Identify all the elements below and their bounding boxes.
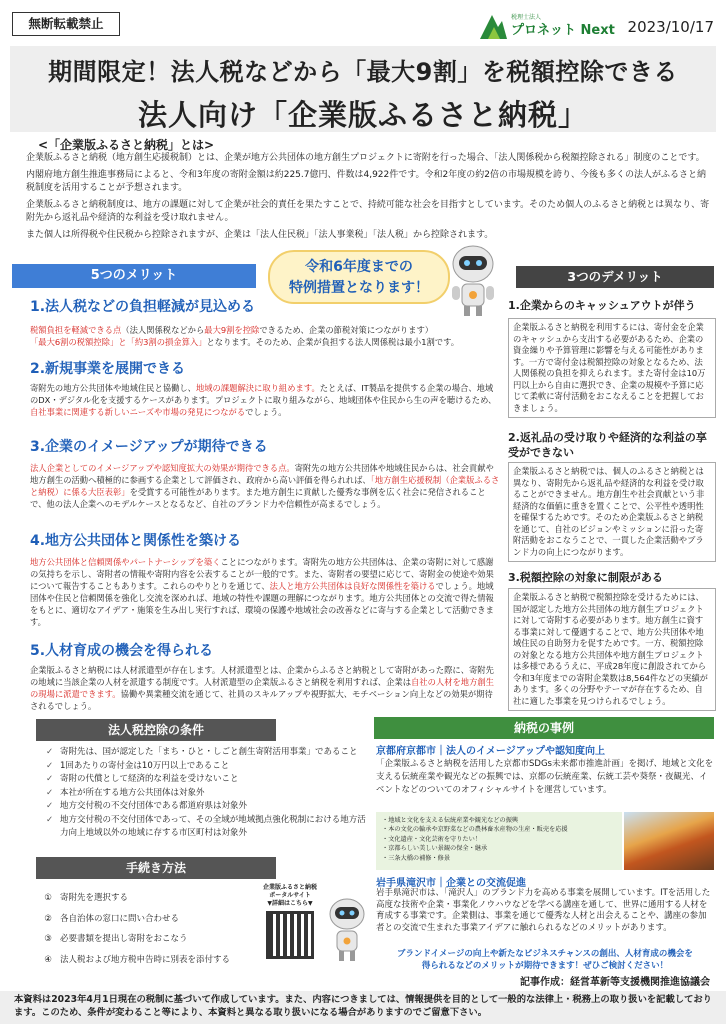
list-item — [36, 909, 266, 930]
step-text: 寄附先を選択する — [60, 893, 129, 903]
footer-disclaimer: 本資料は2023年4月1日現在の税制に基づいて作成しています。また、内容につきましては、情報提供を目的として一般的な法律上・税務上の取り扱いを記載しております。このため、条件が変わること等により、本資料と異なる取り扱いになる場合がありますのでご留意下さい。 — [0, 991, 726, 1024]
no-reprint-stamp: 無断転載禁止 — [12, 12, 120, 36]
case-1-items — [376, 812, 622, 870]
list-item: ・本の文化の輪承や京野菜などの農林畜水産物の生産・販売を応援 — [382, 826, 568, 834]
author-credit: 記事作成：経営革新等支援機関推進協議会 — [520, 977, 710, 988]
text-run: でしょう。地域団体や住民と信頼関係を強化し交流を深めれば、地域の特性や課題の理解につながります。地方公共団体との交流で得た情報をもとに、適切なアイデア・施策を生み出し実行すれば、環境の保護や地域社会の改善などに寄与する企業として活動できます。 — [30, 581, 494, 627]
conditions-list — [46, 746, 368, 841]
intro-paragraph: 企業版ふるさと納税制度は、地方の課題に対して企業が社会的責任を果たすことで、持続可能な社会を目指すとしています。そのため個人のふるさと納税とは異なり、寄附先から返礼品や経済的な利益を受け取れません。 — [26, 200, 710, 223]
text-highlight: 自社事業に関連する新しいニーズや市場の発見につながる — [30, 407, 246, 417]
text-highlight: 自社の人材を地方創生の現場に派遣できます。 — [30, 677, 494, 699]
demerit-2-heading: 2.返礼品の受け取りや経済的な利益の享受ができない — [508, 431, 707, 459]
qr-label: ▼詳細はこちら▼ — [267, 900, 313, 907]
text-run: 寄附先の地方公共団体や地域住民と協働し、 — [30, 383, 196, 393]
closing-line-2: 得られるなどのメリットが期待できます！ぜひご検討ください！ — [421, 961, 669, 971]
list-item: ✓ 寄附の代償として経済的な利益を受けないこと — [46, 773, 368, 787]
document-date: 2023/10/17 — [627, 18, 714, 36]
merit-2-heading: 2.新規事業を展開できる — [30, 361, 186, 377]
intro-section — [26, 152, 710, 246]
demerit-2-text: 企業版ふるさと納税では、個人のふるさと納税とは異なり、寄附先から返礼品や経済的な利益を受け取ることができません。地方創生や社会貢献という非経済的な価値に重きを置くことで、公平性や透明性を確保するためです。そのため企業版ふるさと納税を通じて、自社のビジョンやミッションに沿った寄附活動をおこなうことで、一貫した企業活動やブランド力の向上につながります。 — [508, 462, 716, 562]
step-number: ③ — [44, 934, 52, 944]
intro-paragraph: また個人は所得税や住民税から控除されますが、企業は「法人住民税」「法人事業税」「法人税」から控除されます。 — [26, 230, 494, 240]
robot-mascot-icon — [444, 242, 502, 320]
conditions-heading: 法人税控除の条件 — [36, 719, 276, 741]
special-measure-bubble — [268, 250, 450, 304]
text-run: を受賞する可能性があります。また地方創生に貢献した優秀な事例を広く社会に発信されることで、他の法人企業へのモデルケースとなるなど、自社のブランド力や信頼性が高まるでしょう。 — [30, 487, 486, 509]
text-highlight: 最大9割を控除 — [204, 325, 260, 335]
list-item: ✓ 本社が所在する地方公共団体は対象外 — [46, 787, 368, 801]
logo-name: プロネット Next — [511, 23, 615, 38]
procedure-list — [36, 888, 266, 970]
list-item: ・文化遺産・文化芸術を守りたい！ — [382, 835, 481, 843]
title-line-1: 期間限定！法人税などから「最大9割」を税額控除できる — [48, 58, 678, 86]
closing-line-1: ブランドイメージの向上や新たなビジネスチャンスの創出、人材育成の機会を — [397, 949, 693, 959]
case-item-text: 本の文化の輪承や京野菜などの農林畜水産物の生産・販売を応援 — [388, 826, 568, 834]
list-item: ✓ 寄附先は、国が認定した「まち・ひと・しごと創生寄附活用事業」であること — [46, 746, 368, 760]
mountain-logo-icon — [478, 11, 508, 41]
step-text: 必要書類を提出し寄附をおこなう — [60, 934, 188, 944]
demerit-1-text: 企業版ふるさと納税を利用するには、寄付金を企業のキャッシュから支出する必要があるため、企業の資金繰りや予算管理に影響を与える可能性があります。一方で寄付金は税額控除の対象となるため、法人関係税の負担を抑えられます。また寄付金は10万円以上から自由に選択でき、企業の規模や予算に応じて柔軟に寄付活動をおこなえることを把握しておきましょう。 — [508, 318, 716, 418]
procedure-heading: 手続き方法 — [36, 857, 276, 879]
merit-4-text — [30, 556, 500, 628]
text-run: ことにつながります。寄附先の地方公共団体は、企業の寄附に対して感謝の気持ちを示し、寄附者の情報や寄附内容を公表することが一般的です。また、寄附者の要望に応じて、寄附金の使途や効果について報告することもあります。これらのやりとりを通じて、 — [30, 557, 494, 591]
list-item: ・地域と文化を支える伝統産業や観光などの振興 — [382, 817, 519, 824]
list-item: ・三条大橋の補修・修景 — [382, 854, 451, 862]
qr-code-icon[interactable] — [266, 911, 314, 959]
cases-heading: 納税の事例 — [374, 717, 714, 739]
text-run: たとえば、IT製品を提供する企業の場合、地域のDX・デジタル化を支援するケースがあります。プロジェクトに取り組みながら、地域団体や住民から生の声を聴けるため、 — [30, 383, 497, 405]
case-1-text: 「企業版ふるさと納税を活用した京都市SDGs未来都市推進計画」を掲げ、地域と文化を支える伝統産業や観光などの振興では、京都の伝統産業、伝統工芸や葵祭・夜観光、イベントなどのついてのオフィシャルサイトを運営しています。 — [376, 759, 714, 795]
case-1-heading: 京都府京都市｜法人のイメージアップや認知度向上 — [376, 746, 605, 757]
list-item: ・京都らしい美しい景観の保全・継承 — [382, 845, 488, 853]
text-run: 協働や異業種交流を通じて、社員のスキルアップや視野拡大、モチベーション向上などの効果が期待されるでしょう。 — [30, 689, 493, 711]
case-item-text: 地域と文化を支える伝統産業や観光などの振興 — [388, 817, 519, 824]
text-run: となります。そのため、企業が負担する法人関係税は最小1割です。 — [206, 337, 460, 347]
demerit-3-heading: 3.税額控除の対象に制限がある — [508, 571, 663, 584]
merit-3-text — [30, 462, 500, 510]
step-text: 各自治体の窓口に問い合わせる — [60, 913, 180, 924]
list-item — [36, 888, 266, 909]
merit-4-heading: 4.地方公共団体と関係性を築ける — [30, 533, 242, 549]
demerits-heading: 3つのデメリット — [516, 266, 714, 288]
portal-qr-box[interactable] — [250, 884, 330, 966]
text-run: できるため、企業の節税対策につながります） — [259, 325, 434, 335]
merit-1-text — [30, 324, 500, 348]
intro-paragraph: 内閣府地方創生推進事務局によると、令和3年度の寄附金額は約225.7億円、件数は4,922件です。令和2年度の約2倍の市場規模を誇り、今後も多くの法人がふるさと納税制度を活用することが予想されます。 — [26, 170, 706, 193]
list-item — [36, 950, 266, 971]
list-item: ✓ 地方交付税の不交付団体である都道府県は対象外 — [46, 800, 368, 814]
list-item — [36, 929, 266, 950]
merit-3-heading: 3.企業のイメージアップが期待できる — [30, 439, 268, 455]
qr-label: 企業版ふるさと納税 — [262, 884, 317, 891]
title-line-2: 法人向け「企業版ふるさと納税」 — [137, 98, 588, 132]
list-item: ✓ 地方交付税の不交付団体であって、その全域が地域拠点強化税制における地方活力向上地域以外の地域に存する市区町村は対象外 — [46, 814, 368, 841]
closing-message — [376, 948, 714, 972]
text-highlight: 「地方創生応援税制（企業版ふるさと納税）に係る大臣表彰」 — [30, 475, 500, 497]
kyoto-temple-photo — [624, 812, 714, 870]
merit-1-heading: 1.法人税などの負担軽減が見込める — [30, 299, 256, 315]
text-highlight: 法人企業としてのイメージアップや認知度拡大の効果が期待できる点。 — [30, 463, 295, 473]
title-banner — [10, 46, 716, 132]
step-text: 法人税および地方税申告時に別表を添付する — [60, 954, 231, 965]
text-highlight: 税額負担を軽減できる点 — [30, 325, 122, 335]
demerit-1-heading: 1.企業からのキャッシュアウトが伴う — [508, 299, 696, 312]
intro-heading: <「企業版ふるさと納税」とは> — [38, 138, 215, 152]
case-2-text: 岩手県滝沢市は、「滝沢人」のブランド力を高める事業を展開しています。ITを活用した高度な技術や企業・事業化ノウハウなどを学べる講座を通して、世界に通用する人材を育成する事業です。企業側は、事業を通じて優秀な人材と出会えることや、講座の参加者との交流で生まれた事業アイデアに触れられるなどのメリットがあります。 — [376, 888, 711, 933]
bubble-line-1: 令和6年度までの — [305, 259, 413, 275]
step-number: ④ — [44, 954, 52, 965]
merit-2-text — [30, 382, 500, 418]
list-item: ✓ 1回あたりの寄付金は10万円以上であること — [46, 760, 368, 774]
merit-5-heading: 5.人材育成の機会を得られる — [30, 643, 214, 659]
step-number: ① — [44, 893, 52, 903]
case-2-heading: 岩手県滝沢市｜企業との交流促進 — [376, 878, 526, 889]
robot-mascot-icon — [322, 896, 372, 966]
intro-paragraph: 企業版ふるさと納税（地方創生応援税制）とは、企業が地方公共団体の地方創生プロジェクトに寄附を行った場合、「法人関係税から税額控除される」制度のことです。 — [26, 153, 705, 163]
qr-label: ポータルサイト — [269, 892, 311, 899]
merit-5-text — [30, 664, 500, 712]
demerit-3-text: 企業版ふるさと納税で税額控除を受けるためには、国が認定した地方公共団体の地方創生プロジェクトに対して寄附する必要があります。地方創生に資する事業に対して優遇することで、地方公共団体や地域住民の自助努力を促すためです。一方、税額控除の対象となる地方公共団体や地方創生プロジェクトは多様であるうえに、平成28年度に創設されてから令和3年度までの寄附企業数は8,564件などの実績があります。多くの分野やテーマが存在するため、自社に適した事業を見つけられるでしょう。 — [508, 588, 716, 711]
merits-heading: 5つのメリット — [12, 264, 256, 288]
text-highlight: 法人と地方公共団体は良好な関係性を築ける — [269, 581, 436, 591]
logo-subtitle: 税理士法人 — [511, 14, 542, 21]
case-item-text: 京都らしい美しい景観の保全・継承 — [388, 845, 488, 853]
text-highlight: 地方公共団体と信頼関係やパートナーシップを築く — [30, 557, 221, 567]
text-run: 企業版ふるさと納税には人材派遣型が存在します。人材派遣型とは、企業からふるさと納税として寄附があった際に、寄附先の地域に当該企業の人材を派遣する制度です。人材派遣型の企業版ふるさと納税を利用すれば、企業は — [30, 665, 494, 687]
case-item-text: 文化遺産・文化芸術を守りたい！ — [388, 835, 481, 843]
text-run: 寄附先の地方公共団体や地域住民からは、社会貢献や地方創生の活動へ積極的に参画する企業として評価され、政府から高い評価を得られれば、 — [30, 463, 494, 485]
company-logo — [478, 10, 615, 42]
text-run: （法人関係税などから — [121, 325, 205, 335]
text-highlight: 地域の課題解決に取り組めます。 — [195, 383, 320, 393]
text-run: でしょう。 — [245, 407, 287, 417]
case-item-text: 三条大橋の補修・修景 — [388, 854, 451, 862]
text-highlight: 「最大6割の税額控除」と「約3割の損金算入」 — [30, 337, 207, 347]
step-number: ② — [44, 913, 52, 924]
bubble-line-2: 特例措置となります！ — [289, 280, 429, 296]
